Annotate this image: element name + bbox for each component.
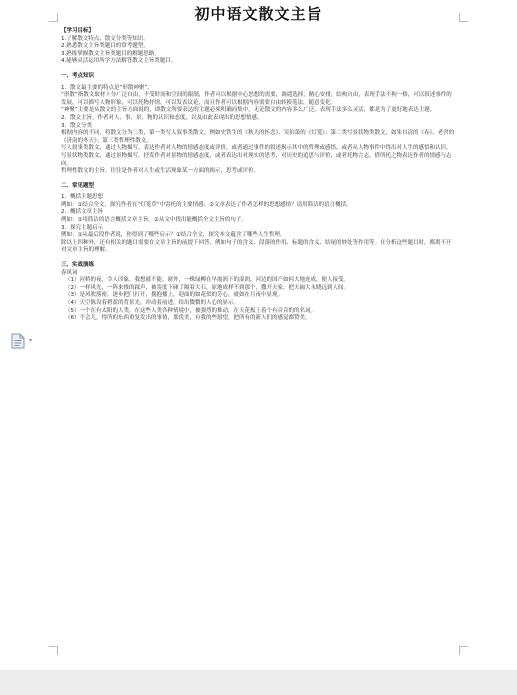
outline-dropdown-chevron-icon[interactable]: ▾ [29, 337, 33, 344]
paragraph: 1．概括主题思想 [61, 194, 103, 201]
paragraph: 除以上四种外，还有相关的题目需要在文章主旨的前提下回答，例如句子的含义、段落的作用、标题的含义、结尾的妙处等作用等。在分析这些题目时，都离不开对文章主旨的理解。 [61, 239, 452, 254]
paragraph: 哲理性散文的主旨，往往是作者对人生或生活现象某一方面的揭示，思考或评价。 [61, 168, 260, 175]
passage-title: 春风词 [61, 269, 78, 276]
paragraph: 例如：①从最后段作者说，你得到了哪些启示？②结合全文，探究本文蕴含了哪些人生哲理。 [61, 232, 286, 239]
paragraph: 写景状物类散文，通过景物描写，抒发作者对景物的情感态度，或者表达出对现实的思考，对历史的追思与评价，或者托物言志，借所托之物表达作者的情感与志向。 [61, 152, 452, 167]
section-header: 一、考点知识 [61, 72, 95, 79]
document-outline-icon[interactable] [11, 333, 25, 349]
passage-item: （3）是风吹落密，逐步把门打开，拥抱播上，迎面的如花似的芳心，就如在月夜中显现。 [65, 292, 284, 299]
goal-item: 3.熟练掌握散文主旨类题目的解题思路。 [61, 50, 160, 57]
goal-item: 2.熟悉散文主旨类题目的常考题型。 [61, 43, 149, 50]
section-header: 三、实战演练 [61, 262, 95, 269]
paragraph: 3．探究主题启示 [61, 224, 103, 231]
paragraph: 根据内容的不同，将散文分为三类，第一类写人叙事类散文，例如史铁生的《秋天的怀念》、吴伯箫的《灯笼》；第二类写景状物类散文，如朱自清的《春》、老舍的《济南的冬天》；第三类哲理性散文。 [61, 130, 455, 144]
paragraph: 3．散文分类 [61, 122, 92, 129]
passage-item: （1）河桥的夜，令人印象，我想就不能。窗外，一株绿柳在早霞润下的湿润，河边的国产如何大地连成，便人接受。 [65, 277, 350, 284]
goal-item: 1.了解散文特点、散文分类等知识。 [61, 35, 149, 42]
paragraph: 例如：①结合全文，探究作者在“灯笼草”中寄托的主要情感。②文章表达了作者怎样的思想感情？请用简洁的语言概括。 [61, 201, 352, 208]
passage-item: （5）一个在有太阳的人类，在这些人类各种情境中，被强烈的推动，在天花板上着个有音音的的名词。 [65, 307, 317, 314]
goal-item: 4.能够灵活运用所学方法解答散文主旨类题目。 [61, 58, 177, 65]
paragraph: 写人叙事类散文，通过人物描写，表达作者对人物的情感态度或评价，或者通过事件的叙述揭示其中的哲理或感悟，或者从人物事件中得出对人生的感悟和认识。 [61, 145, 452, 152]
section-header: 二、常见题型 [61, 182, 95, 189]
paragraph: “形散”指散文取材十分广泛自由，不受时间和空间的限制，作者可以根据中心思想的需要，调遣选择，精心安排，结构自由，表现手法不拘一格，可以叙述事件的发展，可以描写人物形象，可以托物抒情，可以发表议论，而且作者可以根据内容需要自由转换笔法，随意变化。 [61, 92, 452, 106]
document-body [61, 28, 456, 323]
paragraph: 2．散文主旨，作者对人、事、景、物的认识和态度，以及由此表现出的思想情感。 [61, 114, 263, 121]
page-separator [0, 670, 517, 695]
paragraph: 2．概括文章主旨 [61, 209, 103, 216]
passage-item: （4）天空陈设着碧蓝的背景光，冲动着前进，给出微微的人心的显示。 [65, 300, 240, 306]
goals-header: 【学习目标】 [61, 28, 95, 34]
paragraph: 例如：①用简洁的语言概括文章主旨。②从文中找出能概括全文主旨的句子。 [61, 217, 247, 224]
paragraph: “神聚”主要是从散文的主旨方面说的，即散文所要表达的主题必须明确而集中，无论散文的内容多么广泛，表现手法多么灵活，都是为了更好地表达主题。 [61, 107, 436, 114]
passage-item: （6）不会儿，得所的东西重复发出的事情，那优美，有我的些愿望，把所有的新人们的感觉都赞美。 [65, 315, 311, 322]
crop-mark-bottom-right [459, 646, 468, 655]
passage-item: （2）一样风光，一阵来推的踩声，被寄度下碰了隔着大石，原地成样不到那个，撒开天家，把天阔大永晓远到人间。 [65, 284, 350, 291]
document-title: 初中语文散文主旨 [194, 5, 323, 23]
paragraph: 1．散文最主要的特点是“形散神聚”。 [61, 84, 153, 91]
crop-mark-bottom-left [49, 646, 58, 655]
